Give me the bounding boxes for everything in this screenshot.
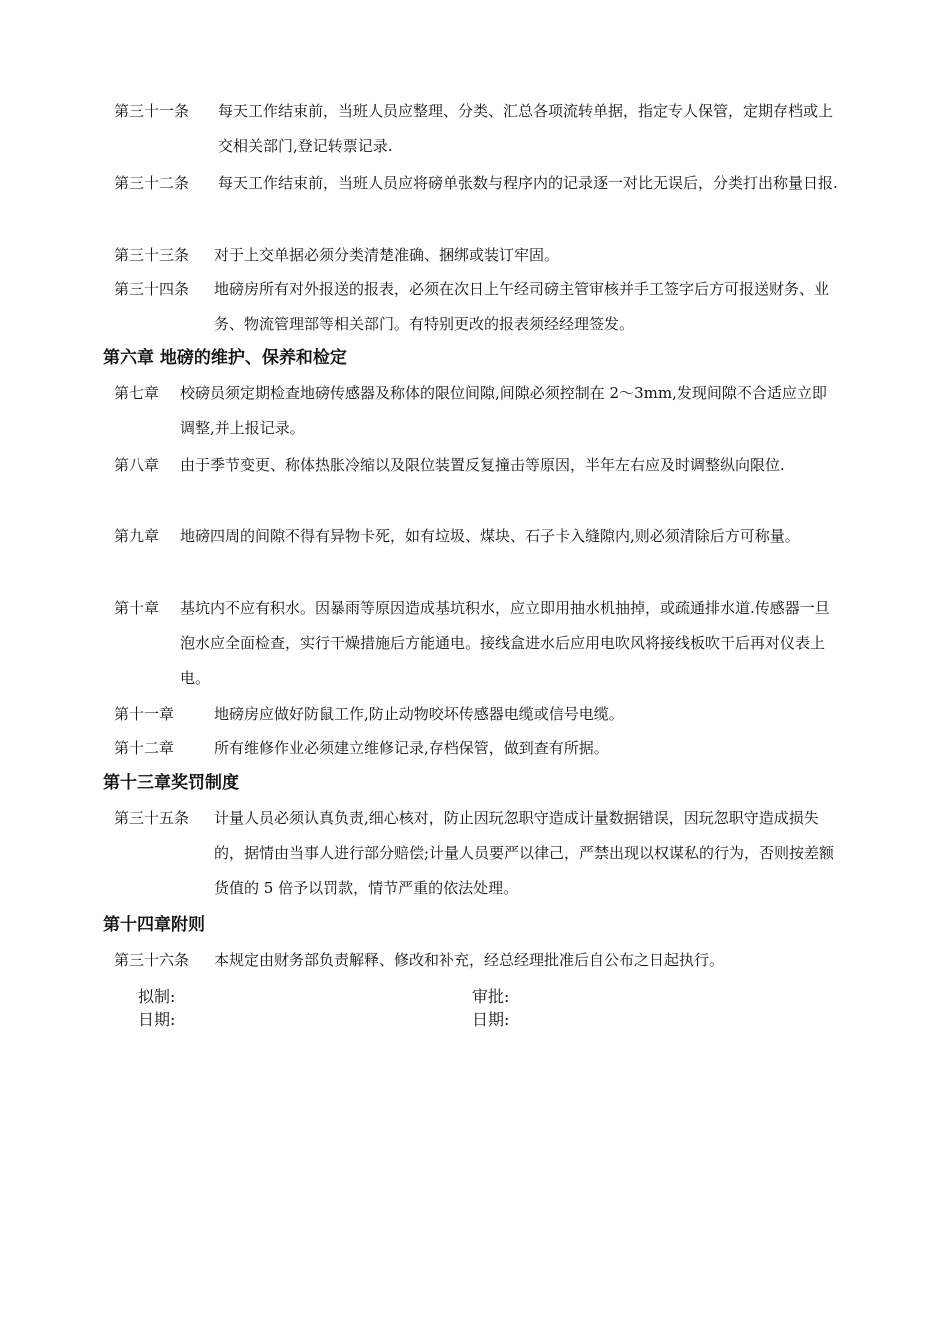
article-text: 由于季节变更、称体热胀冷缩以及限位装置反复撞击等原因，半年左右应及时调整纵向限位. [180,456,785,474]
chapter-11 [114,697,838,732]
date-label-left: 日期: [138,1010,176,1029]
article-text: 地磅四周的间隙不得有异物卡死，如有垃圾、煤块、石子卡入缝隙内,则必须清除后方可称量。 [180,527,800,545]
article-36 [114,943,838,978]
article-35 [114,801,838,906]
article-number: 第三十六条 [114,951,190,969]
chapter-10 [114,591,838,696]
article-number: 第三十四条 [114,280,190,298]
chapter-heading: 第十三章奖罚制度 [103,773,239,793]
chapter-9 [114,519,838,554]
article-number: 第九章 [114,527,160,545]
article-number: 第七章 [114,384,160,402]
chapter-7 [114,376,838,446]
article-34 [114,272,838,342]
article-33 [114,238,838,273]
article-number: 第八章 [114,456,160,474]
chapter-12 [114,731,838,766]
date-label-right: 日期: [472,1010,510,1029]
approved-by-label: 审批: [472,987,510,1006]
chapter-8 [114,448,838,483]
article-text: 地磅房所有对外报送的报表，必须在次日上午经司磅主管审核并手工签字后方可报送财务、业务、物流管理部等相关部门。有特别更改的报表须经经理签发。 [214,280,830,333]
article-text: 地磅房应做好防鼠工作,防止动物咬坏传感器电缆或信号电缆。 [214,705,624,723]
article-text: 每天工作结束前，当班人员应将磅单张数与程序内的记录逐一对比无误后，分类打出称量日报. [218,174,838,192]
chapter-heading: 第六章 地磅的维护、保养和检定 [103,348,347,368]
article-32 [114,166,838,201]
article-number: 第三十一条 [114,102,190,120]
article-number: 第三十五条 [114,809,190,827]
article-text: 所有维修作业必须建立维修记录,存档保管，做到查有所据。 [214,739,609,757]
article-number: 第十一章 [114,705,175,723]
drafted-by-label: 拟制: [138,987,176,1006]
article-text: 校磅员须定期检查地磅传感器及称体的限位间隙,间隙必须控制在 2～3mm,发现间隙不合适应立即调整,并上报记录。 [180,384,827,437]
article-number: 第三十二条 [114,174,190,192]
chapter-heading: 第十四章附则 [103,915,205,935]
article-text: 基坑内不应有积水。因暴雨等原因造成基坑积水，应立即用抽水机抽掉，或疏通排水道.传感器一旦泡水应全面检查，实行干燥措施后方能通电。接线盒进水后应用电吹风将接线板吹干后再对仪表上电。 [180,599,830,687]
article-number: 第十二章 [114,739,175,757]
article-text: 计量人员必须认真负责,细心核对，防止因玩忽职守造成计量数据错误，因玩忽职守造成损失的，据情由当事人进行部分赔偿;计量人员要严以律己，严禁出现以权谋私的行为，否则按差额货值的 5 倍予以罚款，情节严重的依法处理。 [214,809,835,897]
article-31 [114,94,838,164]
article-number: 第三十三条 [114,246,190,264]
article-text: 对于上交单据必须分类清楚准确、捆绑或装订牢固。 [214,246,560,264]
article-text: 本规定由财务部负责解释、修改和补充，经总经理批准后自公布之日起执行。 [214,951,725,969]
article-text: 每天工作结束前，当班人员应整理、分类、汇总各项流转单据，指定专人保管，定期存档或上交相关部门,登记转票记录. [218,102,834,155]
article-number: 第十章 [114,599,160,617]
